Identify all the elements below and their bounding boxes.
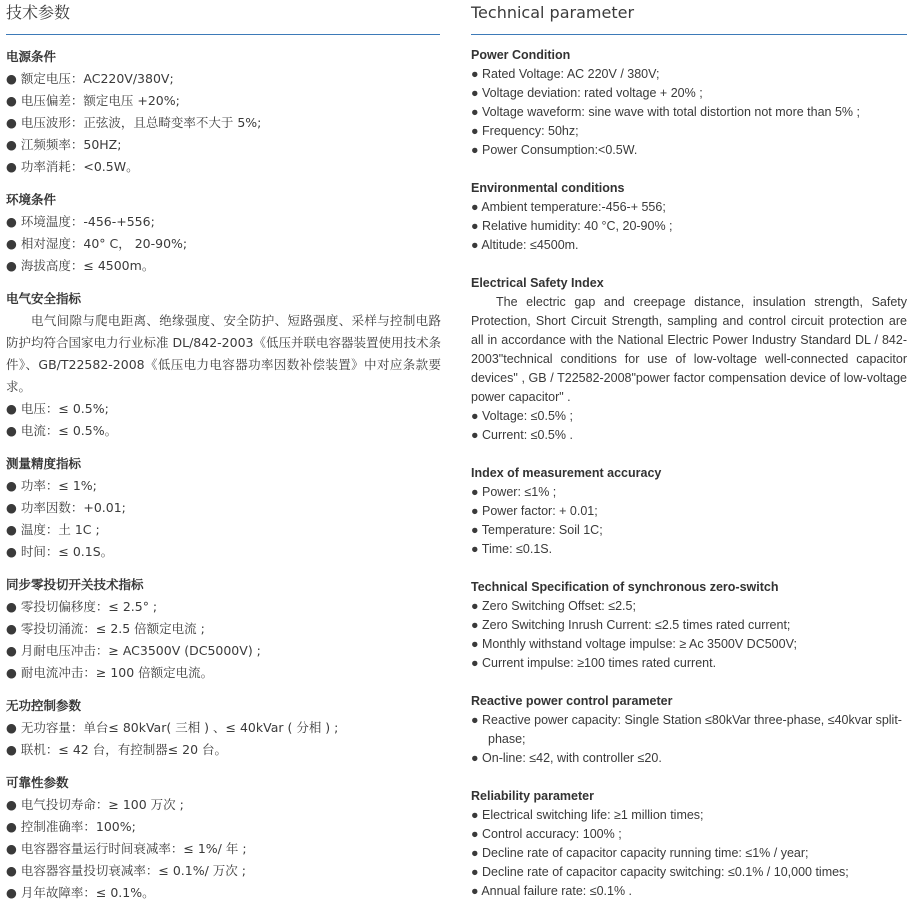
section-title: 同步零投切开关技术指标 <box>6 577 144 592</box>
section-reliability <box>6 772 441 904</box>
section-paragraph: The electric gap and creepage distance, insulation strength, Safety Protection, Short Circuit Strength, sampling and control circuit protection are all in accordance with the National Electric Power Industry Standard DL / 842-2003"technical conditions for use of low-voltage well-connected capacitor devices" , GB / T22582-2008"power factor compensation device of low-voltage power capacitor" . <box>471 295 907 404</box>
list-item: ● 电压波形：正弦波，且总畸变率不大于 5%; <box>6 115 262 130</box>
list-item: ● 电气投切寿命：≥ 100 万次 ; <box>6 797 184 812</box>
list-item: ● Ambient temperature:-456-+ 556; <box>471 200 666 214</box>
list-item: ● 零投切偏移度：≤ 2.5° ; <box>6 599 158 614</box>
section-title: 环境条件 <box>6 192 57 207</box>
section-reliability <box>471 787 907 901</box>
section-title: 无功控制参数 <box>6 698 82 713</box>
section-electrical-safety <box>6 288 441 442</box>
section-title: 电源条件 <box>6 49 57 64</box>
section-title: 可靠性参数 <box>6 775 69 790</box>
list-item: ● Reactive power capacity: Single Station ≤80kVar three-phase, ≤40kvar split-phase; <box>471 713 902 746</box>
section-electrical-safety <box>471 274 907 445</box>
section-measurement-accuracy <box>6 453 441 563</box>
list-item: ● Frequency: 50hz; <box>471 124 579 138</box>
list-item: ● 无功容量：单台≤ 80kVar( 三相 ) 、≤ 40kVar ( 分相 ) ; <box>6 720 339 735</box>
list-item: ● Voltage deviation: rated voltage + 20% ; <box>471 86 703 100</box>
list-item: ● Zero Switching Inrush Current: ≤2.5 times rated current; <box>471 618 791 632</box>
list-item: ● Power: ≤1% ; <box>471 485 557 499</box>
section-title: Power Condition <box>471 48 571 62</box>
section-zero-switch <box>6 574 441 684</box>
chinese-column <box>6 0 441 904</box>
list-item: ● Power Consumption:<0.5W. <box>471 143 638 157</box>
list-item: ● 电容器容量投切衰减率：≤ 0.1%/ 万次 ; <box>6 863 246 878</box>
list-item: ● 江频频率：50HZ; <box>6 137 122 152</box>
list-item: ● Altitude: ≤4500m. <box>471 238 579 252</box>
section-environment <box>6 189 441 277</box>
list-item: ● 电压：≤ 0.5%; <box>6 401 109 416</box>
list-item: ● Voltage: ≤0.5% ; <box>471 409 573 423</box>
list-item: ● Rated Voltage: AC 220V / 380V; <box>471 67 660 81</box>
section-title: Reliability parameter <box>471 789 594 803</box>
list-item: ● 额定电压：AC220V/380V; <box>6 71 174 86</box>
english-heading: Technical parameter <box>471 3 635 22</box>
section-power-condition <box>471 46 907 160</box>
list-item: ● Relative humidity: 40 °C, 20-90% ; <box>471 219 673 233</box>
list-item: ● Electrical switching life: ≥1 million times; <box>471 808 704 822</box>
heading-divider <box>471 34 907 35</box>
list-item: ● 零投切涌流：≤ 2.5 倍额定电流 ; <box>6 621 205 636</box>
english-column <box>471 0 907 901</box>
list-item: ● Voltage waveform: sine wave with total distortion not more than 5% ; <box>471 105 860 119</box>
list-item: ● Decline rate of capacitor capacity switching: ≤0.1% / 10,000 times; <box>471 865 849 879</box>
section-title: Technical Specification of synchronous zero-switch <box>471 580 779 594</box>
section-reactive-power <box>6 695 441 761</box>
list-item: ● On-line: ≤42, with controller ≤20. <box>471 751 662 765</box>
list-item: ● 月年故障率：≤ 0.1%。 <box>6 885 155 900</box>
list-item: ● 功率因数：+0.01; <box>6 500 126 515</box>
section-paragraph: 电气间隙与爬电距离、绝缘强度、安全防护、短路强度、采样与控制电路防护均符合国家电力行业标准 DL/842-2003《低压并联电容器装置使用技术条件》、GB/T22582-2008《低压电力电容器功率因数补偿装置》中对应条款要求。 <box>6 313 441 394</box>
list-item: ● 时间：≤ 0.1S。 <box>6 544 114 559</box>
list-item: ● 海拔高度：≤ 4500m。 <box>6 258 155 273</box>
list-item: ● Monthly withstand voltage impulse: ≥ Ac 3500V DC500V; <box>471 637 797 651</box>
section-reactive-power <box>471 692 907 768</box>
list-item: ● Current: ≤0.5% . <box>471 428 573 442</box>
list-item: ● 联机：≤ 42 台，有控制器≤ 20 台。 <box>6 742 228 757</box>
chinese-heading: 技术参数 <box>6 3 71 22</box>
list-item: ● 耐电流冲击：≥ 100 倍额定电流。 <box>6 665 214 680</box>
list-item: ● Decline rate of capacitor capacity running time: ≤1% / year; <box>471 846 809 860</box>
list-item: ● 控制准确率：100%; <box>6 819 136 834</box>
section-environment <box>471 179 907 255</box>
section-zero-switch <box>471 578 907 673</box>
list-item: ● 功率：≤ 1%; <box>6 478 97 493</box>
list-item: ● 月耐电压冲击：≥ AC3500V (DC5000V) ; <box>6 643 261 658</box>
section-title: Environmental conditions <box>471 181 625 195</box>
section-title: Reactive power control parameter <box>471 694 673 708</box>
section-title: Electrical Safety Index <box>471 276 604 290</box>
section-title: 电气安全指标 <box>6 291 82 306</box>
list-item: ● 功率消耗：<0.5W。 <box>6 159 139 174</box>
list-item: ● Temperature: Soil 1C; <box>471 523 603 537</box>
list-item: ● Time: ≤0.1S. <box>471 542 553 556</box>
list-item: ● Current impulse: ≥100 times rated current. <box>471 656 717 670</box>
list-item: ● 电压偏差：额定电压 +20%; <box>6 93 180 108</box>
list-item: ● 电流：≤ 0.5%。 <box>6 423 118 438</box>
list-item: ● Annual failure rate: ≤0.1% . <box>471 884 633 898</box>
list-item: ● Zero Switching Offset: ≤2.5; <box>471 599 636 613</box>
list-item: ● 温度：土 1C ; <box>6 522 100 537</box>
section-measurement-accuracy <box>471 464 907 559</box>
list-item: ● 环境温度：-456-+556; <box>6 214 155 229</box>
heading-divider <box>6 34 440 35</box>
list-item: ● 相对湿度：40° C， 20-90%; <box>6 236 188 251</box>
section-power-condition <box>6 46 441 178</box>
list-item: ● 电容器容量运行时间衰减率：≤ 1%/ 年 ; <box>6 841 247 856</box>
list-item: ● Power factor: + 0.01; <box>471 504 598 518</box>
section-title: Index of measurement accuracy <box>471 466 662 480</box>
list-item: ● Control accuracy: 100% ; <box>471 827 622 841</box>
section-title: 测量精度指标 <box>6 456 82 471</box>
